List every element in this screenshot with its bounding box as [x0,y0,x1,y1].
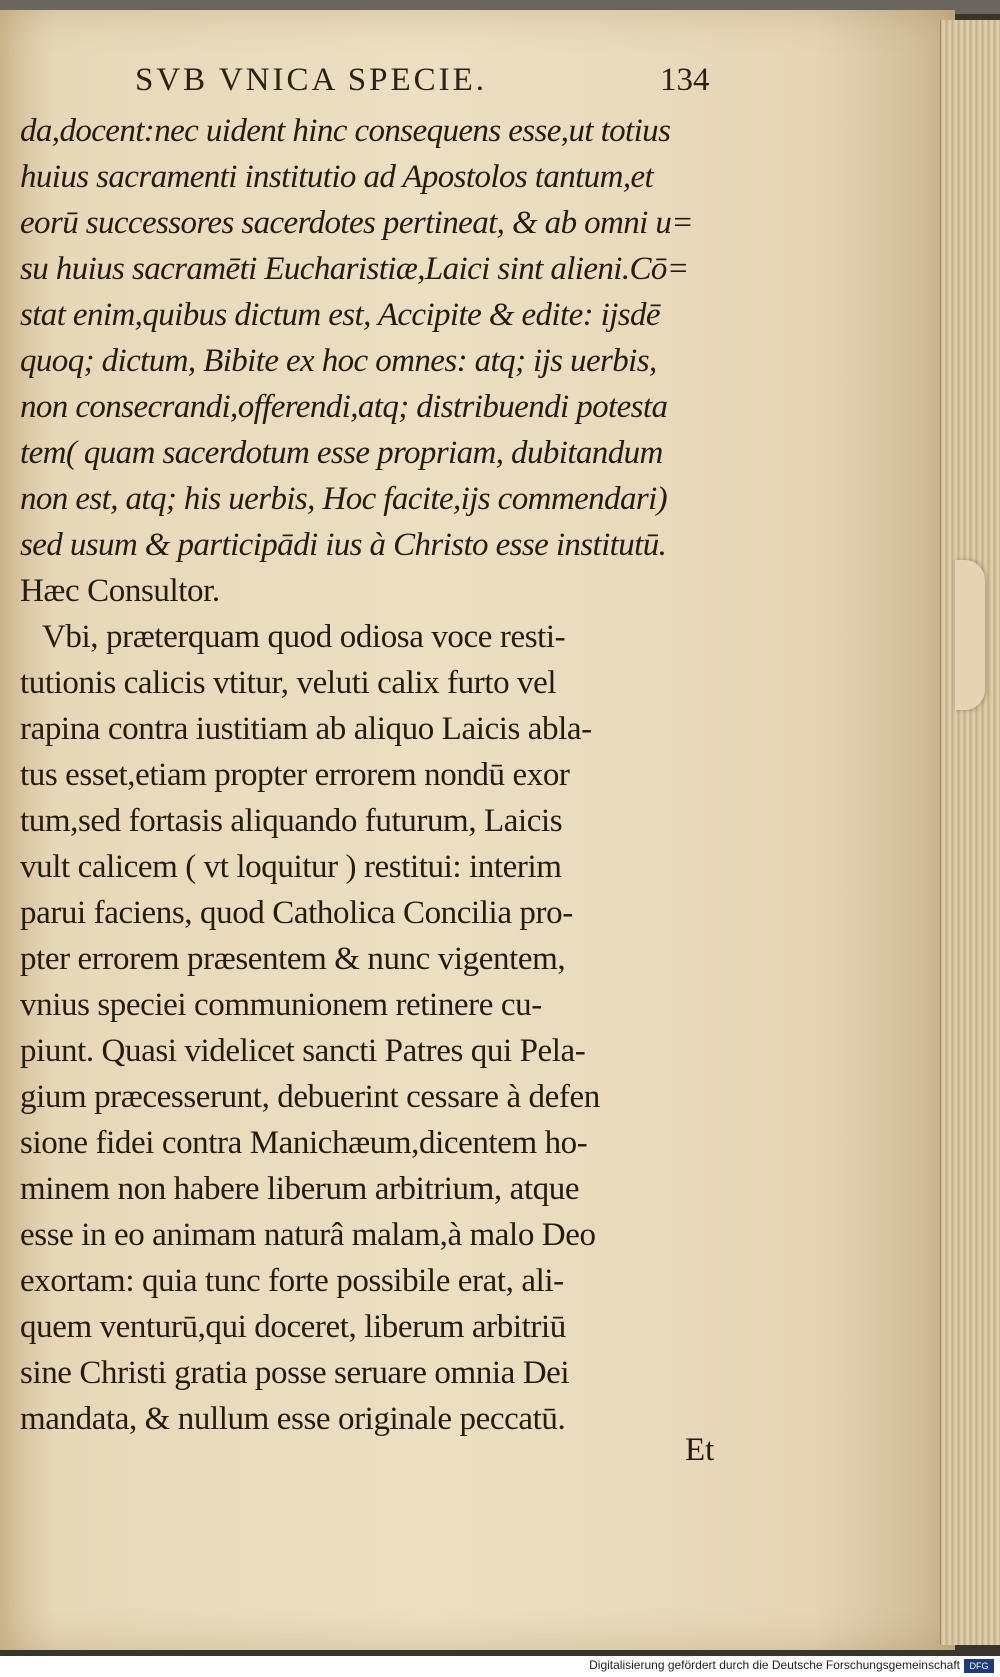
text-line: esse in eo animam naturâ malam,à malo Deo [20,1217,596,1253]
text-line: sed usum & participādi ius à Christo esse institutū. [20,527,667,563]
text-line: tus esset,etiam propter errorem nondū exor [20,757,570,793]
text-line: mandata, & nullum esse originale peccatū. [20,1401,566,1437]
text-line: non consecrandi,offerendi,atq; distribuendi potesta [20,389,668,425]
text-line: minem non habere liberum arbitrium, atque [20,1171,580,1207]
text-line: tutionis calicis vtitur, veluti calix furto vel [20,665,557,701]
text-line: huius sacramenti institutio ad Apostolos tantum,et [20,159,654,195]
text-line: pter errorem præsentem & nunc vigentem, [20,941,566,977]
body-text [20,108,735,1442]
text-line: parui faciens, quod Catholica Concilia pro- [20,895,573,931]
running-title: SVB VNICA SPECIE. [135,62,488,98]
text-line: sine Christi gratia posse seruare omnia Dei [20,1355,570,1391]
catchword: Et [685,1432,715,1468]
page-fold-tab [955,560,985,710]
text-line: tem( quam sacerdotum esse propriam, dubitandum [20,435,663,471]
text-line: exortam: quia tunc forte possibile erat, ali- [20,1263,564,1299]
text-line: da,docent:nec uident hinc consequens esse,ut totius [20,113,671,149]
text-line: sione fidei contra Manichæum,dicentem ho- [20,1125,588,1161]
text-line: stat enim,quibus dictum est, Accipite & edite: ijsdē [20,297,660,333]
page-header [135,62,735,112]
text-line: vult calicem ( vt loquitur ) restitui: interim [20,849,562,885]
page-number: 134 [660,62,710,98]
text-line: piunt. Quasi videlicet sancti Patres qui Pela- [20,1033,586,1069]
text-line: rapina contra iustitiam ab aliquo Laicis abla- [20,711,592,747]
text-line: non est, atq; his uerbis, Hoc facite,ijs commendari) [20,481,668,517]
text-line: gium præcesserunt, debuerint cessare à defen [20,1079,600,1115]
italic-quotation [20,108,735,568]
text-line: Vbi, præterquam quod odiosa voce resti- [42,619,566,655]
page-edge [940,20,1000,1645]
roman-paragraph [20,568,735,1442]
footer-bar [0,1656,1000,1677]
dfg-logo: DFG [964,1659,994,1673]
text-line: su huius sacramēti Eucharistiæ,Laici sint alieni.Cō= [20,251,689,287]
text-line: tum,sed fortasis aliquando futurum, Laicis [20,803,563,839]
text-line: quoq; dictum, Bibite ex hoc omnes: atq; ijs uerbis, [20,343,657,379]
footer-credit: Digitalisierung gefördert durch die Deutsche Forschungsgemeinschaft [589,1658,960,1672]
text-line: quem venturū,qui doceret, liberum arbitriū [20,1309,566,1345]
text-line: Hæc Consultor. [20,573,220,609]
text-line: vnius speciei communionem retinere cu- [20,987,542,1023]
text-line: eorū successores sacerdotes pertineat, & ab omni u= [20,205,693,241]
